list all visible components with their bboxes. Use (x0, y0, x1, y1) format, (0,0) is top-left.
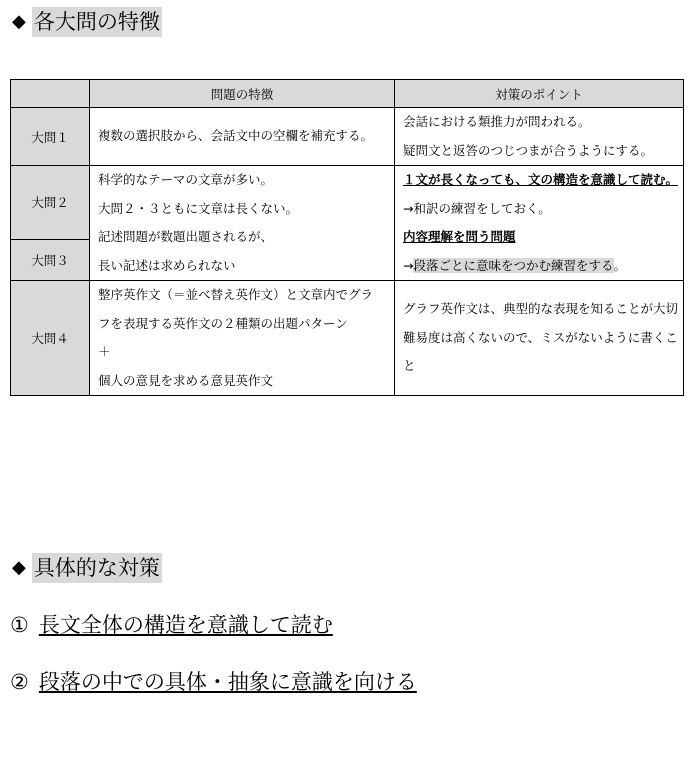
step-text: 長文全体の構造を意識して読む (38, 613, 333, 637)
question-label: 大問３ (11, 239, 90, 280)
step-number: ① (10, 613, 29, 637)
feature-line: 整序英作文（＝並べ替え英作文）と文章内でグラ (98, 287, 374, 302)
features-cell (90, 166, 395, 281)
period-text: 。 (613, 257, 627, 273)
question-label: 大問２ (11, 166, 90, 240)
step-text: 段落の中での具体・抽象に意識を向ける (38, 670, 417, 694)
step-number: ② (10, 670, 29, 694)
point-line: →和訳の練習をしておく。 (403, 200, 551, 216)
point-line: と (403, 358, 416, 374)
points-cell (395, 166, 684, 281)
point-line-emphasis: 内容理解を問う問題 (403, 229, 516, 244)
question-label: 大問１ (11, 108, 90, 166)
section-title: 各大問の特徴 (32, 7, 162, 37)
question-label: 大問４ (11, 281, 90, 396)
feature-line: 複数の選択肢から、会話文中の空欄を補充する。 (98, 128, 374, 144)
table-header-row (11, 80, 684, 108)
section-title: 具体的な対策 (32, 553, 162, 583)
table-row-q2 (11, 166, 684, 240)
header-blank (11, 80, 90, 108)
table-row-q1 (11, 108, 684, 166)
step-item (10, 667, 417, 697)
step-item (10, 610, 333, 640)
features-table (10, 79, 684, 396)
point-line: 難易度は高くないので、ミスがないように書くこ (403, 329, 678, 345)
feature-line: 科学的なテーマの文章が多い。 (98, 172, 274, 187)
header-features: 問題の特徴 (90, 80, 395, 108)
features-cell (90, 281, 395, 396)
point-line (403, 252, 683, 281)
diamond-icon: ◆ (12, 557, 26, 578)
section-heading-features (12, 7, 162, 37)
highlighted-text: 段落ごとに意味をつかむ練習をする (413, 257, 614, 273)
feature-line: 長い記述は求められない (98, 257, 236, 273)
features-cell (90, 108, 395, 166)
feature-line: フを表現する英作文の２種類の出題パターン (98, 315, 348, 331)
point-line-emphasis: １文が長くなっても、文の構造を意識して読む。 (403, 172, 679, 187)
point-line: 疑問文と返答のつじつまが合うようにする。 (403, 142, 654, 158)
points-cell (395, 108, 684, 166)
section-heading-measures (12, 553, 162, 583)
arrow-text: → (403, 257, 414, 273)
point-line: グラフ英作文は、典型的な表現を知ることが大切 (403, 301, 679, 317)
feature-line: ＋ (98, 344, 111, 359)
feature-line: 大問２・３ともに文章は長くない。 (98, 200, 299, 216)
table-row-q4 (11, 281, 684, 396)
feature-line: 記述問題が数題出題されるが、 (98, 229, 274, 244)
point-line: 会話における類推力が問われる。 (403, 114, 591, 129)
points-cell (395, 281, 684, 396)
feature-line: 個人の意見を求める意見英作文 (98, 372, 274, 388)
header-points: 対策のポイント (395, 80, 684, 108)
diamond-icon: ◆ (12, 11, 26, 32)
